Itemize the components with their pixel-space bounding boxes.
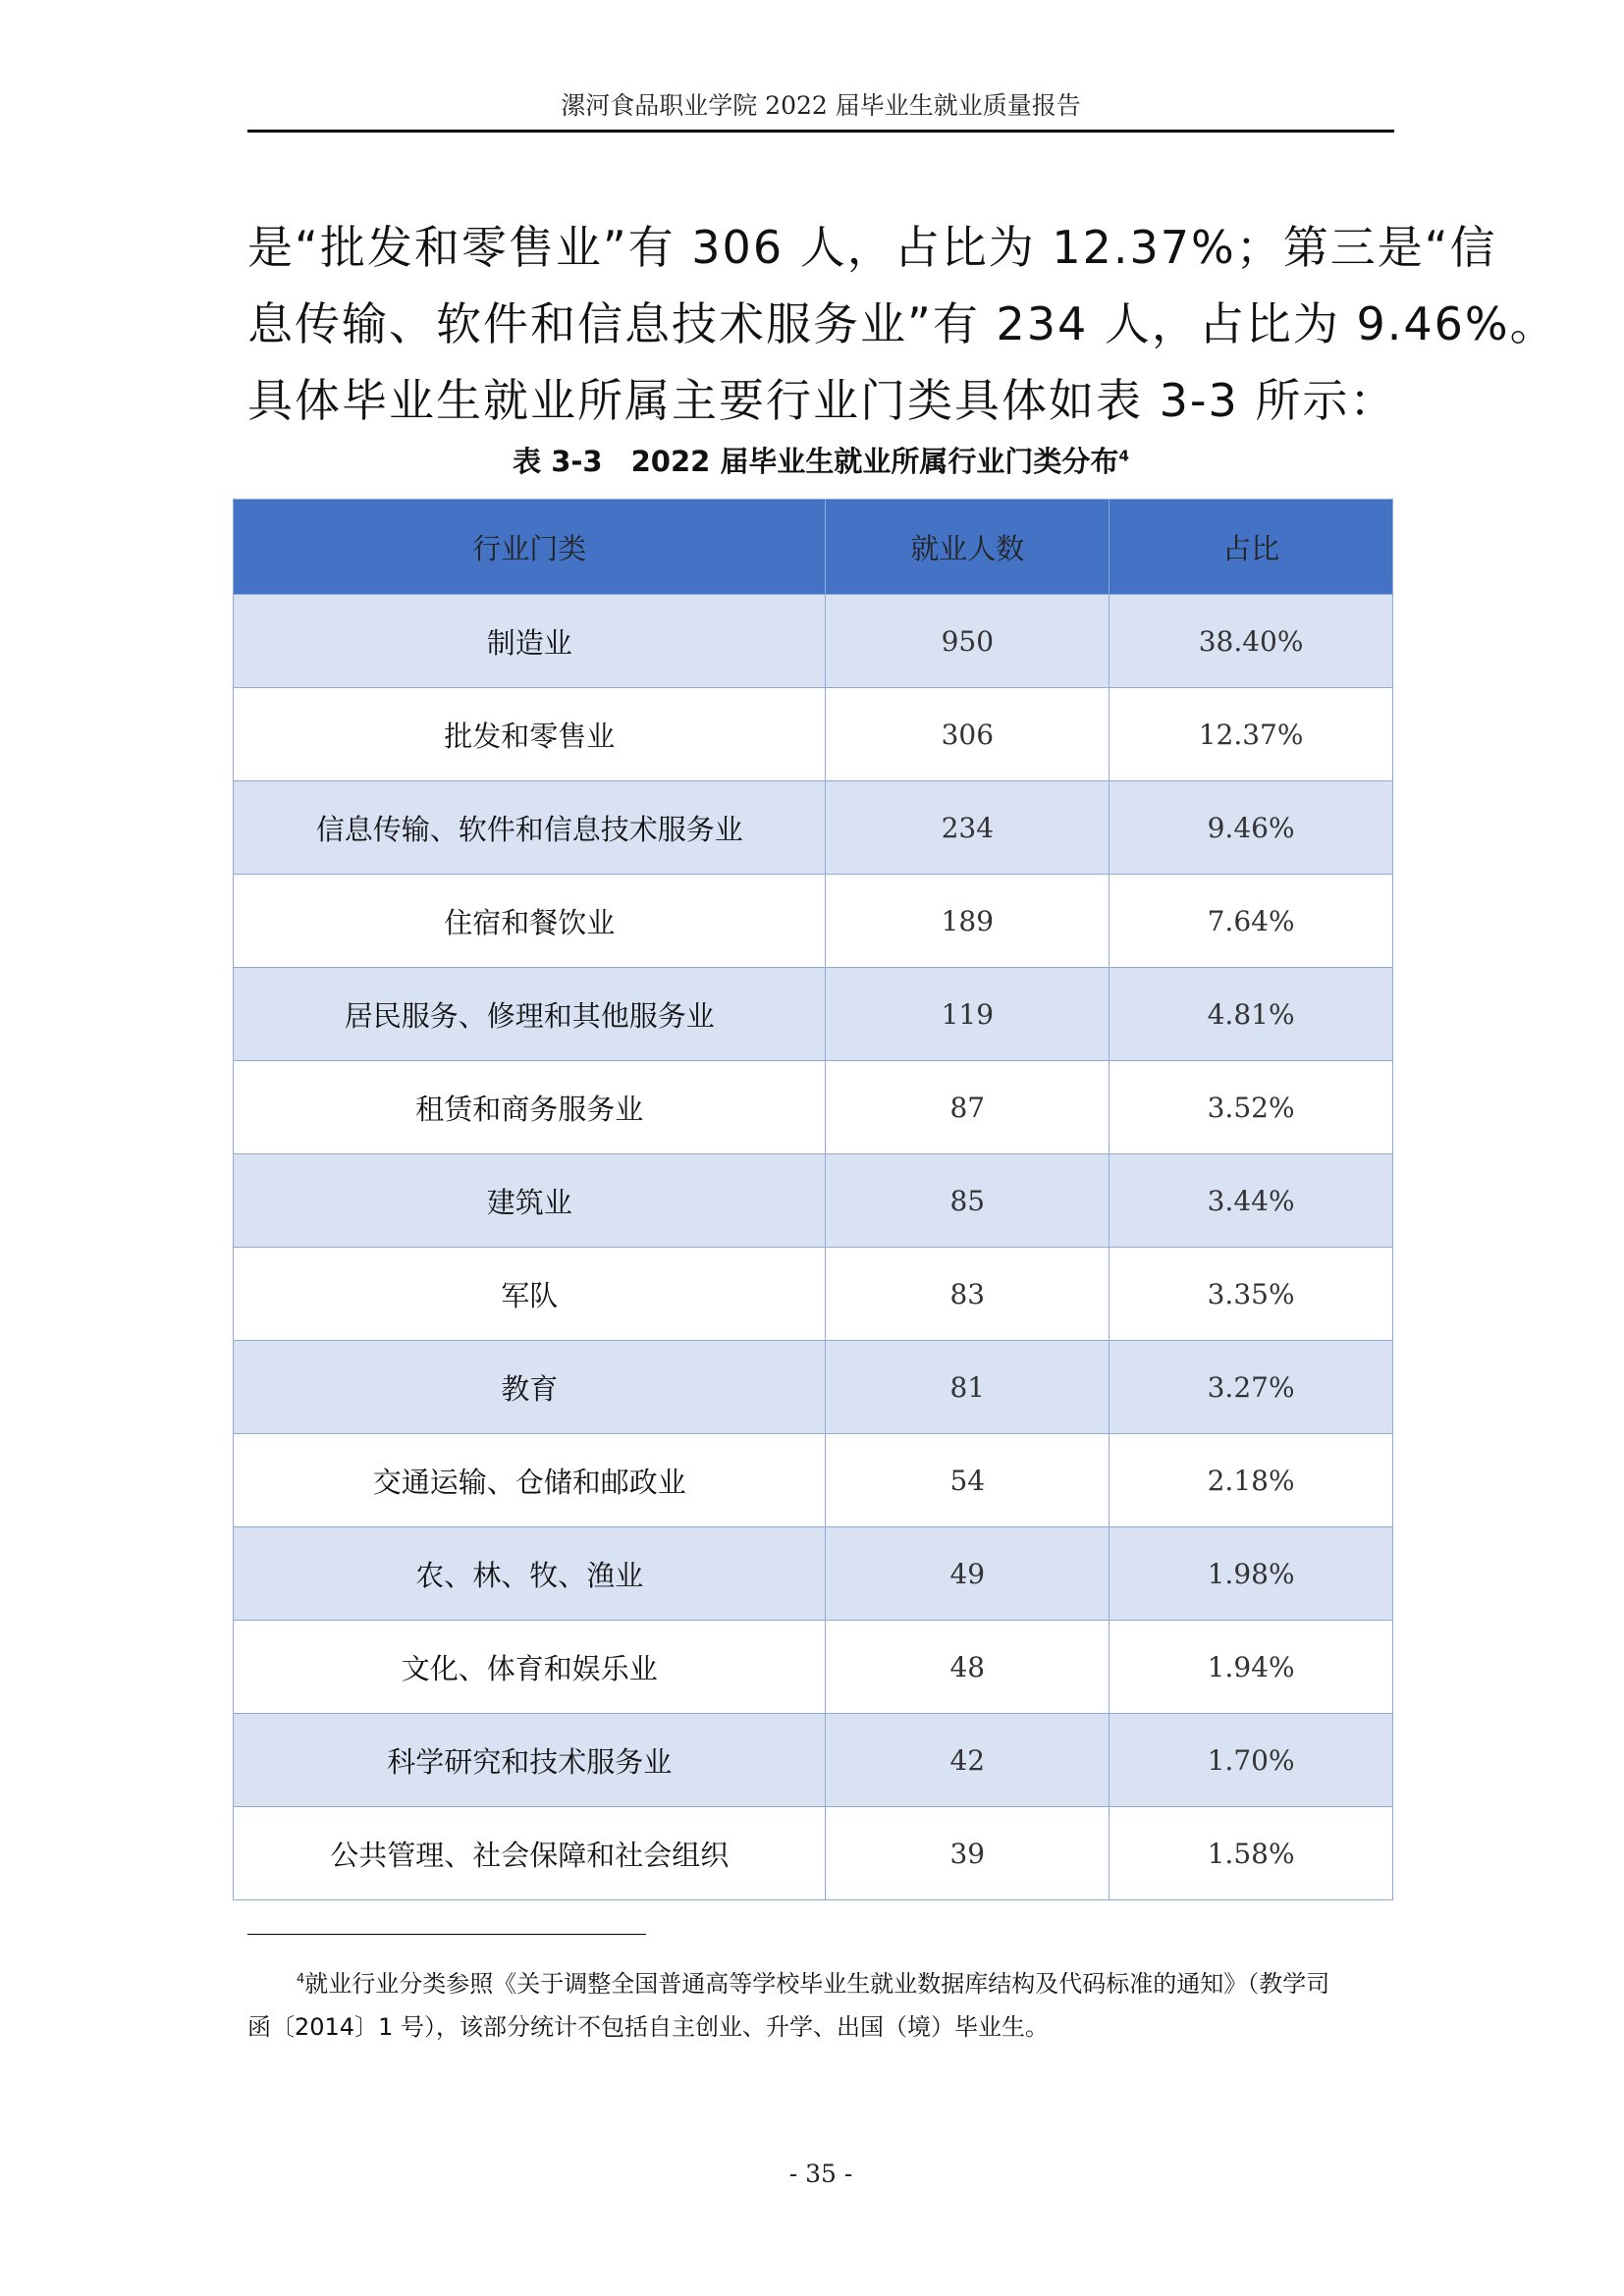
percent-cell: 2.18% — [1110, 1434, 1393, 1527]
body-paragraph — [247, 209, 1557, 439]
category-cell: 文化、体育和娱乐业 — [234, 1621, 826, 1714]
category-cell: 住宿和餐饮业 — [234, 875, 826, 968]
count-cell: 87 — [826, 1061, 1110, 1154]
count-cell: 306 — [826, 688, 1110, 781]
percent-cell: 12.37% — [1110, 688, 1393, 781]
count-cell: 42 — [826, 1714, 1110, 1807]
category-cell: 建筑业 — [234, 1154, 826, 1248]
percent-cell: 9.46% — [1110, 781, 1393, 875]
footnote-mark: 4 — [297, 1972, 305, 1987]
page-number: - 35 - — [788, 2160, 853, 2188]
category-cell: 教育 — [234, 1341, 826, 1434]
footnote-rule — [247, 1934, 646, 1935]
footnote-line — [247, 1958, 1394, 2005]
table-row — [234, 1807, 1393, 1900]
category-cell: 交通运输、仓储和邮政业 — [234, 1434, 826, 1527]
count-cell: 950 — [826, 595, 1110, 688]
column-header-category: 行业门类 — [234, 500, 826, 595]
percent-cell: 1.98% — [1110, 1527, 1393, 1621]
percent-cell: 3.27% — [1110, 1341, 1393, 1434]
footnote-ref: 4 — [1118, 447, 1129, 465]
body-line: 具体毕业生就业所属主要行业门类具体如表 3-3 所示： — [247, 374, 1397, 427]
table-row — [234, 1527, 1393, 1621]
table-row — [234, 781, 1393, 875]
body-line: 是“批发和零售业”有 306 人，占比为 12.37%；第三是“信 — [247, 221, 1497, 274]
category-cell: 信息传输、软件和信息技术服务业 — [234, 781, 826, 875]
table-row — [234, 1434, 1393, 1527]
table-row — [234, 968, 1393, 1061]
footnote-line: 函〔2014〕1 号），该部分统计不包括自主创业、升学、出国（境）毕业生。 — [247, 2013, 1049, 2041]
table-row — [234, 1621, 1393, 1714]
count-cell: 119 — [826, 968, 1110, 1061]
count-cell: 83 — [826, 1248, 1110, 1341]
count-cell: 189 — [826, 875, 1110, 968]
footnote-text: 就业行业分类参照《关于调整全国普通高等学校毕业生就业数据库结构及代码标准的通知》（教学司 — [304, 1970, 1330, 1998]
count-cell: 81 — [826, 1341, 1110, 1434]
percent-cell: 3.35% — [1110, 1248, 1393, 1341]
column-header-percent: 占比 — [1110, 500, 1393, 595]
percent-cell: 1.70% — [1110, 1714, 1393, 1807]
header-rule — [247, 130, 1394, 133]
footnote — [247, 1958, 1394, 2049]
category-cell: 制造业 — [234, 595, 826, 688]
category-cell: 农、林、牧、渔业 — [234, 1527, 826, 1621]
count-cell: 49 — [826, 1527, 1110, 1621]
count-cell: 54 — [826, 1434, 1110, 1527]
percent-cell: 3.52% — [1110, 1061, 1393, 1154]
count-cell: 39 — [826, 1807, 1110, 1900]
category-cell: 居民服务、修理和其他服务业 — [234, 968, 826, 1061]
count-cell: 234 — [826, 781, 1110, 875]
body-line: 息传输、软件和信息技术服务业”有 234 人，占比为 9.46%。 — [247, 297, 1557, 350]
percent-cell: 3.44% — [1110, 1154, 1393, 1248]
category-cell: 租赁和商务服务业 — [234, 1061, 826, 1154]
table-row — [234, 595, 1393, 688]
table-row — [234, 875, 1393, 968]
percent-cell: 7.64% — [1110, 875, 1393, 968]
table-row — [234, 1341, 1393, 1434]
category-cell: 批发和零售业 — [234, 688, 826, 781]
percent-cell: 1.58% — [1110, 1807, 1393, 1900]
running-header: 漯河食品职业学院 2022 届毕业生就业质量报告 — [561, 91, 1081, 120]
count-cell: 85 — [826, 1154, 1110, 1248]
category-cell: 军队 — [234, 1248, 826, 1341]
table-row — [234, 1061, 1393, 1154]
table-row — [234, 688, 1393, 781]
percent-cell: 1.94% — [1110, 1621, 1393, 1714]
table-row — [234, 1714, 1393, 1807]
table-caption-text: 表 3-3 2022 届毕业生就业所属行业门类分布 — [513, 445, 1119, 478]
industry-table — [233, 499, 1393, 1900]
percent-cell: 4.81% — [1110, 968, 1393, 1061]
column-header-count: 就业人数 — [826, 500, 1110, 595]
table-caption — [247, 440, 1394, 480]
percent-cell: 38.40% — [1110, 595, 1393, 688]
table-header-row — [234, 500, 1393, 595]
table-row — [234, 1248, 1393, 1341]
category-cell: 科学研究和技术服务业 — [234, 1714, 826, 1807]
category-cell: 公共管理、社会保障和社会组织 — [234, 1807, 826, 1900]
count-cell: 48 — [826, 1621, 1110, 1714]
table-row — [234, 1154, 1393, 1248]
